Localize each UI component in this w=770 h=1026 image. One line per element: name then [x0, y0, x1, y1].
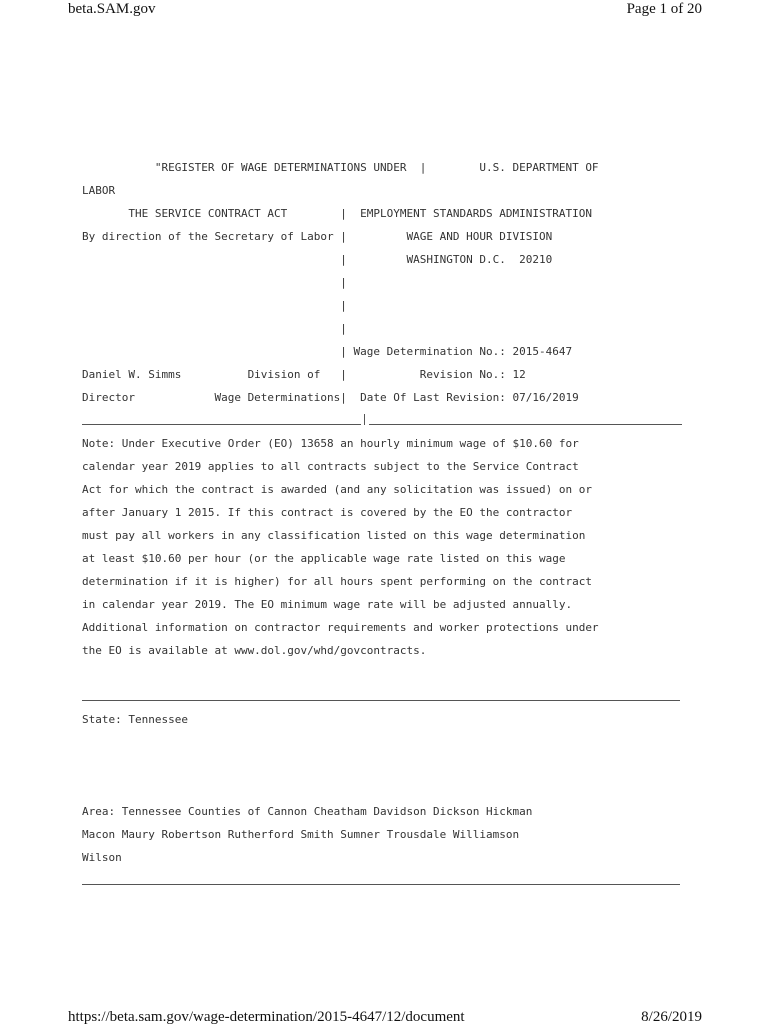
wage-determination-number-line: | Wage Determination No.: 2015-4647 [82, 345, 573, 358]
note-line: at least $10.60 per hour (or the applicable wage rate listed on this wage [82, 552, 566, 565]
separator-line-3: | [82, 322, 347, 335]
note-line: Additional information on contractor requirements and worker protections under [82, 621, 599, 634]
register-title-wrap-line: LABOR [82, 184, 116, 197]
service-contract-act-line: THE SERVICE CONTRACT ACT | EMPLOYMENT STANDARDS ADMINISTRATION [82, 207, 592, 220]
note-line: calendar year 2019 applies to all contracts subject to the Service Contract [82, 460, 579, 473]
note-line: Act for which the contract is awarded (and any solicitation was issued) on or [82, 483, 592, 496]
note-line: after January 1 2015. If this contract is covered by the EO the contractor [82, 506, 573, 519]
document-url: https://beta.sam.gov/wage-determination/2015-4647/12/document [68, 1009, 465, 1025]
area-divider-rule [82, 869, 692, 892]
register-title-line: "REGISTER OF WAGE DETERMINATIONS UNDER | U.S. DEPARTMENT OF [82, 161, 599, 174]
note-line: the EO is available at www.dol.gov/whd/govcontracts. [82, 644, 427, 657]
header-divider-rule [82, 409, 692, 432]
note-line: in calendar year 2019. The EO minimum wage rate will be adjusted annually. [82, 598, 573, 611]
page-number: Page 1 of 20 [626, 1, 702, 17]
area-line: Area: Tennessee Counties of Cannon Cheatham Davidson Dickson Hickman [82, 805, 533, 818]
section-divider-rule [82, 685, 692, 708]
separator-line-1: | [82, 276, 347, 289]
site-header-title: beta.SAM.gov [68, 1, 156, 17]
area-line: Wilson [82, 851, 122, 864]
washington-line: | WASHINGTON D.C. 20210 [82, 253, 553, 266]
wage-determination-document [82, 156, 692, 892]
separator-line-2: | [82, 299, 347, 312]
area-line: Macon Maury Robertson Rutherford Smith Sumner Trousdale Williamson [82, 828, 520, 841]
note-line: Note: Under Executive Order (EO) 13658 an hourly minimum wage of $10.60 for [82, 437, 579, 450]
print-date: 8/26/2019 [641, 1009, 702, 1025]
last-revision-date-line: Director Wage Determinations| Date Of Last Revision: 07/16/2019 [82, 391, 579, 404]
note-line: must pay all workers in any classification listed on this wage determination [82, 529, 586, 542]
revision-number-line: Daniel W. Simms Division of | Revision No.: 12 [82, 368, 526, 381]
state-line: State: Tennessee [82, 713, 188, 726]
secretary-of-labor-line: By direction of the Secretary of Labor | WAGE AND HOUR DIVISION [82, 230, 553, 243]
note-line: determination if it is higher) for all hours spent performing on the contract [82, 575, 592, 588]
